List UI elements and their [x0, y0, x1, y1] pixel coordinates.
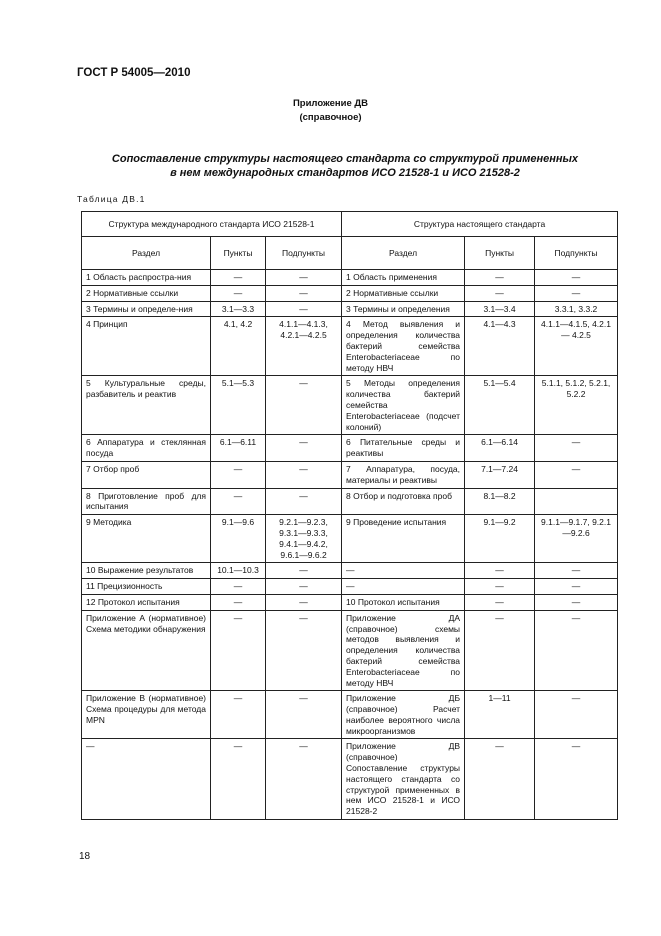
- table-cell: 2 Нормативные ссылки: [342, 285, 465, 301]
- table-cell: —: [266, 301, 342, 317]
- column-header: Раздел: [82, 237, 211, 270]
- table-cell: —: [211, 488, 266, 515]
- comparison-table: [81, 211, 618, 820]
- table-cell: —: [266, 579, 342, 595]
- table-cell: —: [465, 285, 535, 301]
- table-cell: 8 Приготовление проб для испытания: [82, 488, 211, 515]
- table-row: [82, 594, 618, 610]
- table-row: [82, 270, 618, 286]
- table-cell: 3.1—3.3: [211, 301, 266, 317]
- group-header-national: Структура настоящего стандарта: [342, 212, 618, 237]
- table-body: [82, 270, 618, 820]
- table-cell: —: [266, 488, 342, 515]
- table-cell: 2 Нормативные ссылки: [82, 285, 211, 301]
- table-cell: —: [211, 285, 266, 301]
- table-cell: 9 Проведение испытания: [342, 515, 465, 563]
- column-header: Пункты: [211, 237, 266, 270]
- table-cell: 6.1—6.14: [465, 435, 535, 462]
- table-row: [82, 691, 618, 739]
- table-cell: Приложение А (нормативное) Схема методики обнаружения: [82, 610, 211, 691]
- table-cell: —: [535, 579, 618, 595]
- table-cell: 4.1.1—4.1.3, 4.2.1—4.2.5: [266, 317, 342, 376]
- table-cell: 12 Протокол испытания: [82, 594, 211, 610]
- document-code: ГОСТ Р 54005—2010: [77, 67, 191, 79]
- table-cell: Приложение ДВ (справочное) Сопоставление структуры настоящего стандарта со структурой примененных в нем ИСО 21528-1 и ИСО 21528-2: [342, 739, 465, 820]
- table-row: [82, 488, 618, 515]
- table-cell: 10.1—10.3: [211, 563, 266, 579]
- table-cell: [535, 488, 618, 515]
- section-title: [90, 152, 600, 180]
- appendix-subtitle: (справочное): [299, 112, 362, 123]
- table-cell: —: [535, 691, 618, 739]
- table-row: [82, 285, 618, 301]
- table-cell: 1—11: [465, 691, 535, 739]
- table-cell: 5.1.1, 5.1.2, 5.2.1, 5.2.2: [535, 376, 618, 435]
- table-cell: —: [535, 563, 618, 579]
- table-row: [82, 376, 618, 435]
- table-cell: 8.1—8.2: [465, 488, 535, 515]
- table-cell: —: [266, 270, 342, 286]
- table-cell: —: [266, 376, 342, 435]
- table-cell: —: [211, 739, 266, 820]
- table-cell: 3.1—3.4: [465, 301, 535, 317]
- table-cell: 11 Прецизионность: [82, 579, 211, 595]
- table-cell: 6 Питательные среды и реактивы: [342, 435, 465, 462]
- column-header: Раздел: [342, 237, 465, 270]
- table-row: [82, 610, 618, 691]
- table-cell: 4 Метод выявления и определения количества бактерий семейства Enterobacteriaceae по методу НВЧ: [342, 317, 465, 376]
- table-cell: 4.1, 4.2: [211, 317, 266, 376]
- table-cell: 5 Методы определения количества бактерий семейства Enterobacteriaceae (подсчет колоний): [342, 376, 465, 435]
- table-cell: —: [535, 435, 618, 462]
- table-cell: —: [535, 285, 618, 301]
- table-row: [82, 317, 618, 376]
- table-cell: 7.1—7.24: [465, 461, 535, 488]
- table-cell: —: [211, 461, 266, 488]
- table-cell: 10 Выражение результатов: [82, 563, 211, 579]
- column-header: Подпункты: [266, 237, 342, 270]
- table-cell: 10 Протокол испытания: [342, 594, 465, 610]
- column-header: Подпункты: [535, 237, 618, 270]
- table-cell: 5.1—5.4: [465, 376, 535, 435]
- section-title-line-1: Сопоставление структуры настоящего стандарта со структурой примененных: [111, 153, 579, 165]
- table-label: Таблица ДВ.1: [77, 194, 146, 204]
- table-cell: —: [266, 610, 342, 691]
- table-cell: 9 Методика: [82, 515, 211, 563]
- table-cell: 9.1—9.6: [211, 515, 266, 563]
- table-row: [82, 739, 618, 820]
- column-header: Пункты: [465, 237, 535, 270]
- table-row: [82, 579, 618, 595]
- page-number: 18: [79, 851, 91, 862]
- table-cell: Приложение ДБ (справочное) Расчет наиболее вероятного числа микроорганизмов: [342, 691, 465, 739]
- table-cell: —: [266, 739, 342, 820]
- table-cell: 4 Принцип: [82, 317, 211, 376]
- appendix-heading: [0, 97, 661, 125]
- table-cell: —: [342, 563, 465, 579]
- table-cell: 9.1—9.2: [465, 515, 535, 563]
- table-cell: —: [535, 461, 618, 488]
- table-cell: —: [266, 435, 342, 462]
- table-cell: —: [535, 270, 618, 286]
- table-row: [82, 515, 618, 563]
- table-cell: 3.3.1, 3.3.2: [535, 301, 618, 317]
- table-cell: 7 Аппаратура, посуда, материалы и реактивы: [342, 461, 465, 488]
- appendix-title: Приложение ДВ: [292, 98, 369, 109]
- table-cell: —: [465, 579, 535, 595]
- table-cell: 5 Культуральные среды, разбавитель и реактив: [82, 376, 211, 435]
- table-row: [82, 563, 618, 579]
- table-cell: —: [211, 579, 266, 595]
- table-cell: —: [342, 579, 465, 595]
- table-cell: —: [465, 270, 535, 286]
- table-cell: —: [535, 594, 618, 610]
- table-cell: 9.2.1—9.2.3, 9.3.1—9.3.3, 9.4.1—9.4.2, 9.6.1—9.6.2: [266, 515, 342, 563]
- table-cell: 1 Область применения: [342, 270, 465, 286]
- table-row: [82, 461, 618, 488]
- table-cell: —: [266, 594, 342, 610]
- table-cell: —: [535, 610, 618, 691]
- table-row: [82, 435, 618, 462]
- table-cell: —: [266, 563, 342, 579]
- table-cell: —: [465, 610, 535, 691]
- table-cell: —: [211, 691, 266, 739]
- table-cell: 7 Отбор проб: [82, 461, 211, 488]
- table-cell: 4.1—4.3: [465, 317, 535, 376]
- table-cell: —: [266, 461, 342, 488]
- table-cell: —: [465, 563, 535, 579]
- table-cell: 9.1.1—9.1.7, 9.2.1—9.2.6: [535, 515, 618, 563]
- table-cell: 3 Термины и определения: [342, 301, 465, 317]
- table-cell: —: [211, 594, 266, 610]
- table-cell: 4.1.1—4.1.5, 4.2.1— 4.2.5: [535, 317, 618, 376]
- table-cell: Приложение ДА (справочное) схемы методов выявления и определения количества бактерий семейства Enterobacteriaceae по методу НВЧ: [342, 610, 465, 691]
- table-cell: —: [82, 739, 211, 820]
- table-cell: 8 Отбор и подготовка проб: [342, 488, 465, 515]
- table-cell: —: [211, 270, 266, 286]
- table-cell: 6.1—6.11: [211, 435, 266, 462]
- section-title-line-2: в нем международных стандартов ИСО 21528-1 и ИСО 21528-2: [170, 167, 520, 179]
- table-cell: —: [211, 610, 266, 691]
- group-header-international: Структура международного стандарта ИСО 21528-1: [82, 212, 342, 237]
- table-cell: Приложение В (нормативное) Схема процедуры для метода MPN: [82, 691, 211, 739]
- table-cell: 1 Область распростра-ния: [82, 270, 211, 286]
- table-cell: —: [535, 739, 618, 820]
- table-cell: 6 Аппаратура и стеклянная посуда: [82, 435, 211, 462]
- table-cell: —: [266, 691, 342, 739]
- table-cell: 3 Термины и определе-ния: [82, 301, 211, 317]
- table-row: [82, 301, 618, 317]
- table-cell: —: [465, 739, 535, 820]
- table-cell: —: [266, 285, 342, 301]
- table-cell: —: [465, 594, 535, 610]
- table-cell: 5.1—5.3: [211, 376, 266, 435]
